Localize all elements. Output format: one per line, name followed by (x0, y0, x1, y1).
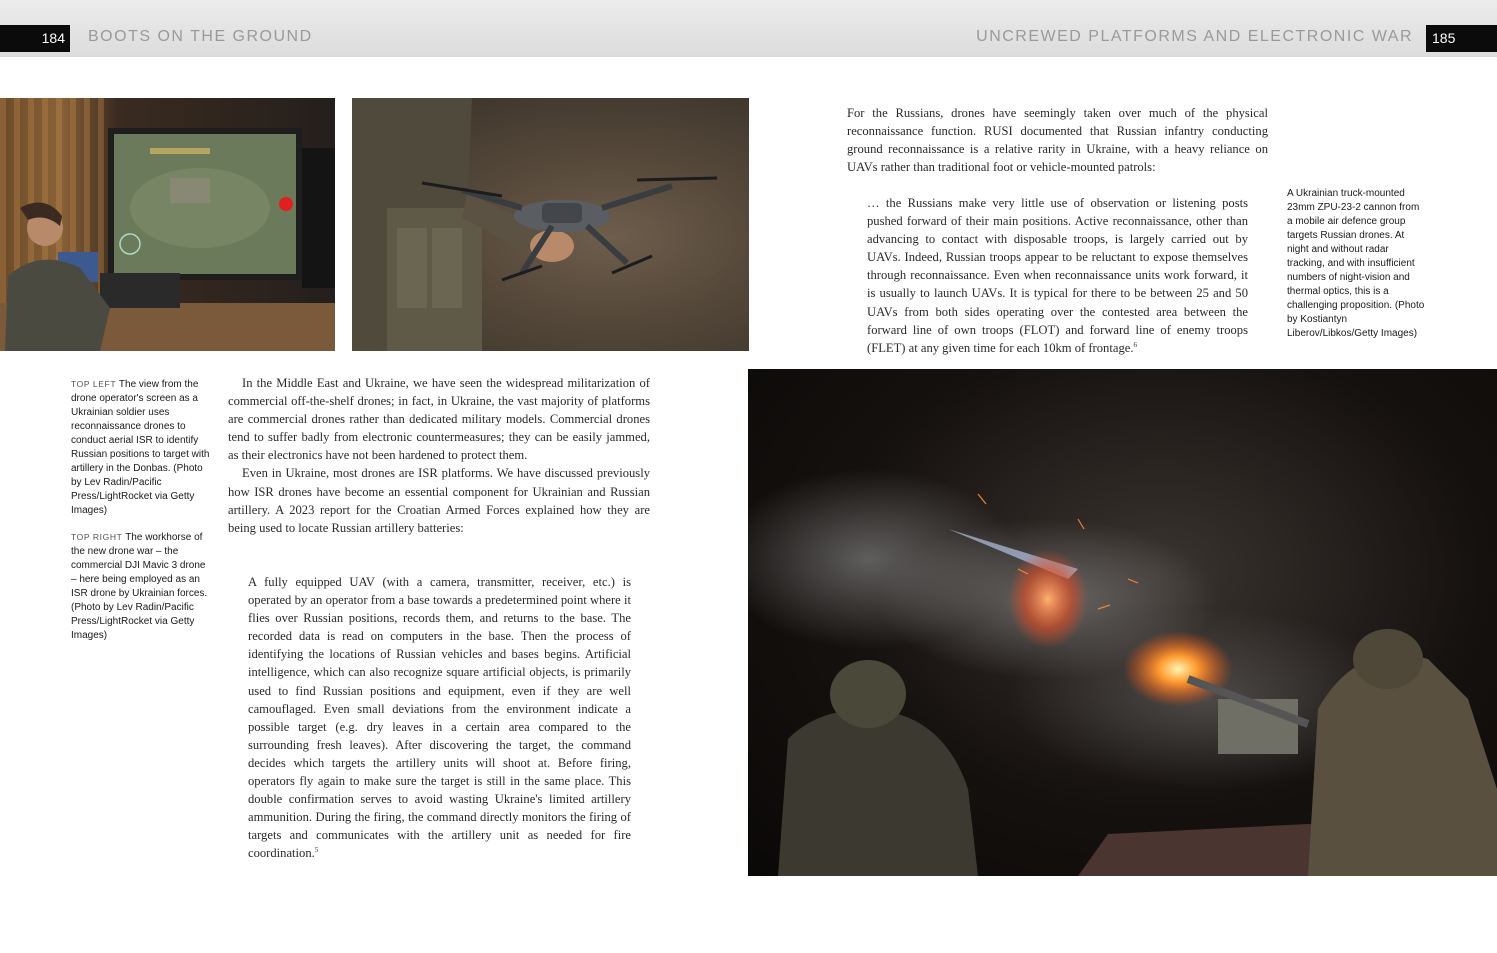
photo-dji-mavic-drone (352, 98, 749, 351)
left-quote-text: A fully equipped UAV (with a camera, transmitter, receiver, etc.) is operated by an operator from a base towards a predetermined point where it flies over Russian positions, records them, and returns to the base. The recorded data is read on computers in the base. Then the process of identifying the locations of Russian vehicles and bases begins. Artificial intelligence, which can also recognize square artificial objects, is primarily used to find Russian positions and equipment, even if they are well camouflaged. Even small deviations from the environment indicate a possible target (e.g. dry leaves in a certain area compared to the surrounding fresh leaves). After discovering the target, the command decides which targets the artillery units will shoot at. Before firing, operators fly again to make sure the target is still in the same place. This double confirmation serves to avoid wasting Ukraine's limited artillery ammunition. During the firing, the command directly monitors the firing of targets and communicates with the artillery unit as needed for fire coordination. (248, 575, 631, 861)
footnote-5: 5 (314, 846, 319, 855)
left-block-quote (248, 573, 631, 863)
left-page-number: 184 (0, 25, 70, 52)
footnote-6: 6 (1133, 340, 1137, 349)
left-running-head: BOOTS ON THE GROUND (88, 28, 313, 45)
right-running-head: UNCREWED PLATFORMS AND ELECTRONIC WAR (976, 28, 1413, 45)
left-body-text (228, 374, 650, 537)
caption-right-page-text: A Ukrainian truck-mounted 23mm ZPU-23-2 cannon from a mobile air defence group targets Russian drones. At night and without radar tracking, and with insufficient numbers of night-vision and thermal optics, this is a challenging proposition. (Photo by Kostiantyn Liberov/Libkos/Getty Images) (1287, 188, 1425, 339)
caption-top-left-text: The view from the drone operator's screen as a Ukrainian soldier uses reconnaissance drones to conduct aerial ISR to identify Russian positions to target with artillery in the Donbas. (Photo by Lev Radin/Pacific Press/LightRocket via Getty Images) (71, 379, 210, 516)
right-body-para1: For the Russians, drones have seemingly taken over much of the physical reconnaissance function. RUSI documented that Russian infantry conducting ground reconnaissance is a relative rarity in Ukraine, with a heavy reliance on UAVs rather than traditional foot or vehicle-mounted patrols: (847, 106, 1268, 175)
photo-zpu-cannon-night (748, 369, 1497, 876)
drone-operator-illustration (0, 98, 335, 351)
left-body-para1: In the Middle East and Ukraine, we have seen the widespread militarization of commercial off-the-shelf drones; in fact, in Ukraine, the vast majority of platforms are commercial drones rather than dedicated military models. Commercial drones tend to suffer badly from electronic countermeasures; they can be easily jammed, as their electronics have not been hardened to protect them. (228, 376, 650, 463)
right-body-text (847, 104, 1268, 176)
photo-drone-operator (0, 98, 335, 351)
caption-top-right-label: TOP RIGHT (71, 532, 126, 542)
caption-right-page (1287, 187, 1427, 341)
right-quote-para (867, 194, 1248, 357)
dji-mavic-illustration (352, 98, 749, 351)
caption-top-left-label: TOP LEFT (71, 379, 119, 389)
right-quote-text: … the Russians make very little use of observation or listening posts pushed forward of their main positions. Active reconnaissance, other than advancing to contact with disposable troops, is largely carried out by UAVs. Indeed, Russian troops appear to be reluctant to expose themselves through reconnaissance. Even when reconnaissance units work forward, it is usually to launch UAVs. It is typical for there to be between 25 and 50 UAVs from both sides operating over the contested area between the forward line of own troops (FLOT) and forward line of enemy troops (FLET) at any given time for each 10km of frontage. (867, 196, 1248, 355)
cannon-night-illustration (748, 369, 1497, 876)
caption-top-right-text: The workhorse of the new drone war – the commercial DJI Mavic 3 drone – here being employed as an ISR drone by Ukrainian forces. (Photo by Lev Radin/Pacific Press/LightRocket via Getty Images) (71, 532, 208, 641)
caption-top-left (71, 377, 211, 518)
caption-top-right (71, 530, 212, 643)
right-page-number: 185 (1426, 25, 1497, 52)
left-quote-para (248, 573, 631, 863)
right-block-quote (867, 194, 1248, 357)
left-body-para2: Even in Ukraine, most drones are ISR platforms. We have discussed previously how ISR drones have become an essential component for Ukrainian and Russian artillery. A 2023 report for the Croatian Armed Forces explained how they are being used to locate Russian artillery batteries: (228, 466, 650, 535)
